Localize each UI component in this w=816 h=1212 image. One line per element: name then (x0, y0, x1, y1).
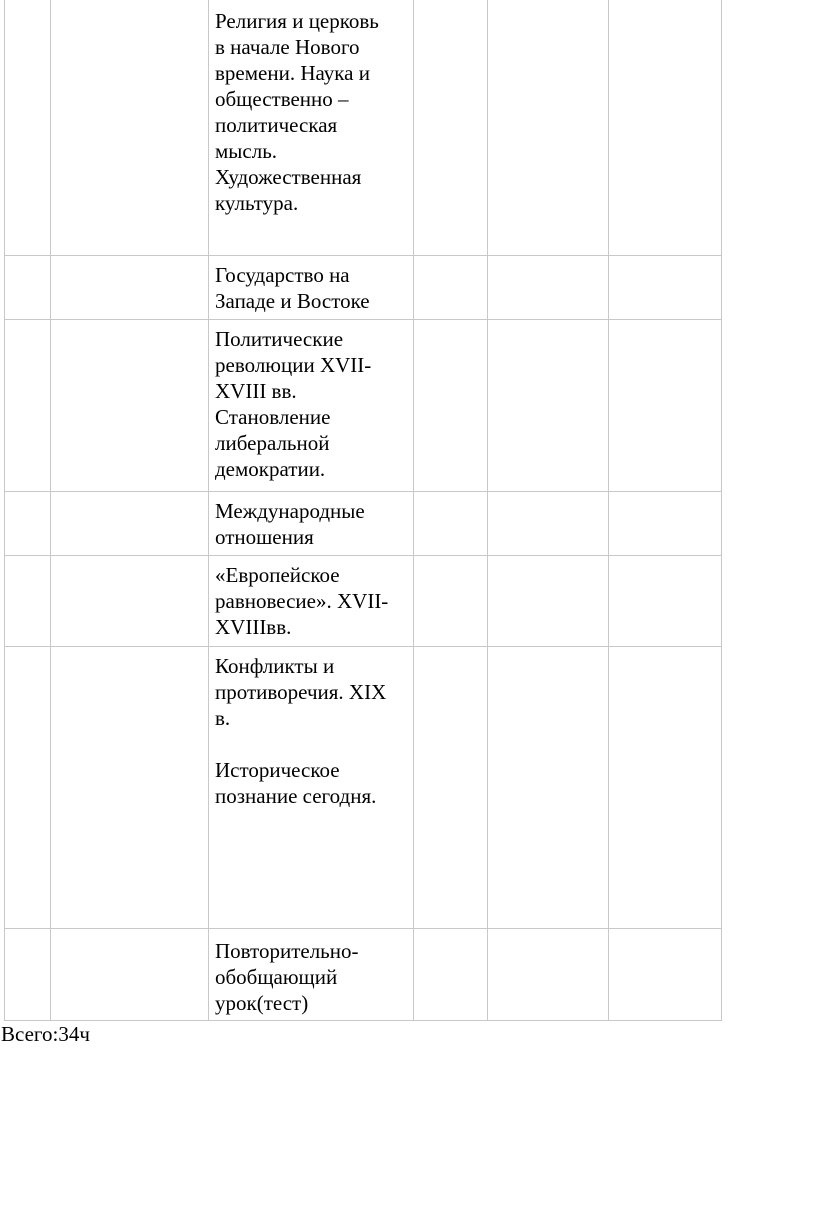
hours-cell (414, 556, 488, 647)
notes-cell (609, 0, 722, 256)
topic-text: Политические революции XVII- XVIII вв. Становление либеральной демократии. (215, 327, 372, 481)
type-cell (488, 256, 609, 320)
date-cell (51, 0, 209, 256)
type-cell (488, 556, 609, 647)
lesson-plan-table (4, 0, 722, 1021)
hours-cell (414, 929, 488, 1021)
type-cell (488, 647, 609, 929)
topic-cell (209, 647, 414, 929)
number-cell (5, 256, 51, 320)
table-row (5, 556, 722, 647)
topic-text: Повторительно- обобщающий урок(тест) (215, 939, 359, 1015)
hours-cell (414, 647, 488, 929)
notes-cell (609, 556, 722, 647)
date-cell (51, 929, 209, 1021)
date-cell (51, 256, 209, 320)
topic-cell (209, 492, 414, 556)
topic-cell (209, 929, 414, 1021)
number-cell (5, 0, 51, 256)
number-cell (5, 647, 51, 929)
type-cell (488, 0, 609, 256)
topic-text-extra: Историческое познание сегодня. (215, 758, 377, 808)
date-cell (51, 647, 209, 929)
notes-cell (609, 647, 722, 929)
table-row (5, 647, 722, 929)
notes-cell (609, 320, 722, 492)
type-cell (488, 929, 609, 1021)
topic-text: «Европейское равновесие». XVII- XVIIIвв. (215, 563, 389, 639)
table-row (5, 256, 722, 320)
topic-text: Религия и церковь в начале Нового времени. Наука и общественно – политическая мысль. Художественная культура. (215, 9, 379, 215)
table-row (5, 929, 722, 1021)
hours-cell (414, 0, 488, 256)
table-row (5, 320, 722, 492)
type-cell (488, 492, 609, 556)
number-cell (5, 556, 51, 647)
type-cell (488, 320, 609, 492)
total-hours: Всего:34ч (1, 1022, 90, 1046)
date-cell (51, 492, 209, 556)
table-row (5, 0, 722, 256)
topic-cell (209, 556, 414, 647)
date-cell (51, 320, 209, 492)
table-row (5, 492, 722, 556)
hours-cell (414, 492, 488, 556)
notes-cell (609, 492, 722, 556)
notes-cell (609, 929, 722, 1021)
topic-cell (209, 320, 414, 492)
topic-text: Конфликты и противоречия. XIX в. (215, 654, 387, 730)
topic-cell (209, 0, 414, 256)
hours-cell (414, 320, 488, 492)
hours-cell (414, 256, 488, 320)
topic-text: Государство на Западе и Востоке (215, 263, 370, 313)
topic-cell (209, 256, 414, 320)
topic-text: Международные отношения (215, 499, 365, 549)
number-cell (5, 320, 51, 492)
number-cell (5, 492, 51, 556)
number-cell (5, 929, 51, 1021)
date-cell (51, 556, 209, 647)
notes-cell (609, 256, 722, 320)
